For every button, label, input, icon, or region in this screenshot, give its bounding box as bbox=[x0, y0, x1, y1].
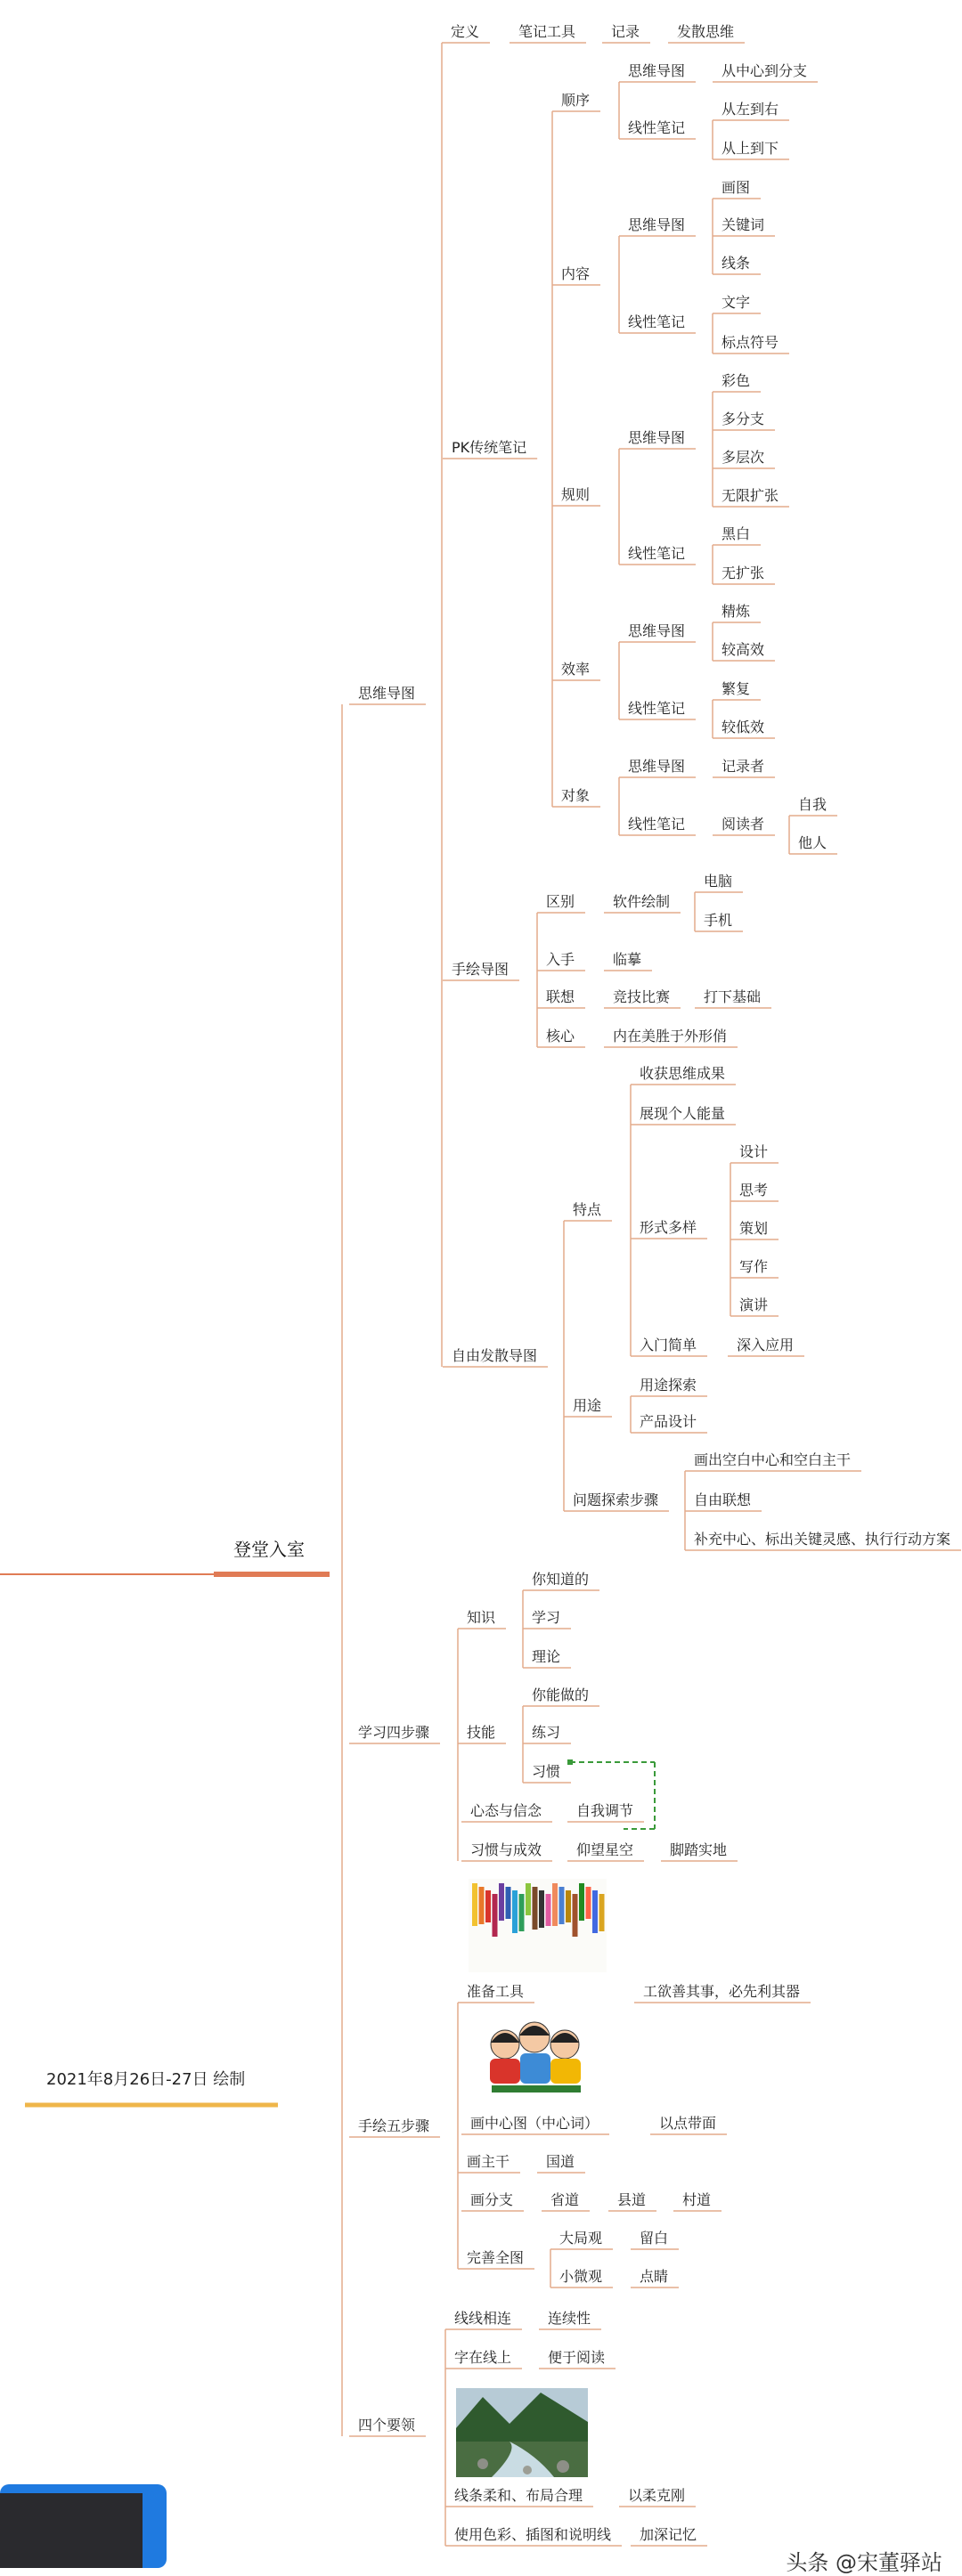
pencil bbox=[519, 1894, 525, 1931]
node-n60: 写作 bbox=[739, 1258, 769, 1275]
pencil bbox=[592, 1890, 598, 1933]
node-n68: 画出空白中心和空白主干 bbox=[694, 1451, 852, 1468]
node-n31: 繁复 bbox=[722, 680, 751, 697]
node-n45: 入手 bbox=[546, 951, 575, 968]
node-n8: 从上到下 bbox=[722, 140, 779, 157]
node-n85: 手绘五步骤 bbox=[358, 2117, 430, 2134]
node-n14: 线性笔记 bbox=[628, 313, 686, 330]
node-n108: 使用色彩、插图和说明线 bbox=[454, 2526, 612, 2543]
node-n75: 理论 bbox=[532, 1648, 561, 1665]
pencil bbox=[566, 1890, 571, 1922]
node-n83: 仰望星空 bbox=[576, 1841, 634, 1858]
node-n49: 打下基础 bbox=[704, 988, 762, 1005]
node-n82: 习惯与成效 bbox=[470, 1841, 542, 1858]
node-n52: 自由发散导图 bbox=[452, 1347, 538, 1364]
color-pencils-illustration bbox=[469, 1879, 607, 1972]
node-n104: 字在线上 bbox=[454, 2349, 512, 2366]
node-n78: 练习 bbox=[532, 1724, 561, 1741]
node-n20: 多分支 bbox=[722, 410, 765, 427]
node-n51: 内在美胜于外形俏 bbox=[613, 1028, 728, 1044]
node-n89: 以点带面 bbox=[659, 2115, 717, 2132]
node-n6: 线性笔记 bbox=[628, 119, 686, 136]
pencil bbox=[472, 1883, 477, 1926]
node-n32: 较低效 bbox=[722, 719, 765, 735]
watermark: 头条 @宋董驿站 bbox=[786, 2550, 942, 2575]
node-n26: 效率 bbox=[561, 661, 591, 678]
node-n98: 留白 bbox=[640, 2230, 669, 2247]
node-n11: 画图 bbox=[722, 179, 751, 196]
node-n16: 标点符号 bbox=[722, 334, 779, 351]
node-n9: 内容 bbox=[561, 265, 591, 282]
node-n10: 思维导图 bbox=[628, 216, 686, 233]
node-n22: 无限扩张 bbox=[722, 487, 779, 504]
node-n63: 深入应用 bbox=[737, 1337, 795, 1353]
node-n100: 点睛 bbox=[640, 2268, 669, 2285]
node-n107: 以柔克刚 bbox=[628, 2487, 686, 2504]
node-n67: 问题探索步骤 bbox=[573, 1491, 659, 1508]
node-n1_2: 笔记工具 bbox=[518, 23, 576, 40]
pencil bbox=[573, 1894, 578, 1937]
node-n64: 用途 bbox=[573, 1397, 602, 1414]
pencil bbox=[539, 1890, 544, 1928]
pencil bbox=[533, 1887, 538, 1930]
node-n2: PK传统笔记 bbox=[452, 439, 527, 456]
node-n35: 记录者 bbox=[722, 758, 765, 775]
node-n72: 知识 bbox=[467, 1609, 496, 1626]
node-n48: 竞技比赛 bbox=[613, 988, 671, 1005]
river-landscape-illustration bbox=[456, 2388, 588, 2477]
cartoon-kids-illustration bbox=[474, 2011, 599, 2100]
node-n86: 准备工具 bbox=[467, 1983, 525, 2000]
node-n29: 较高效 bbox=[722, 641, 765, 658]
node-n4: 思维导图 bbox=[628, 62, 686, 79]
node-n43: 电脑 bbox=[704, 873, 733, 890]
pencil bbox=[586, 1887, 591, 1919]
node-n40: 手绘导图 bbox=[452, 961, 510, 978]
node-n92: 画分支 bbox=[470, 2191, 514, 2208]
node-n96: 完善全图 bbox=[467, 2249, 525, 2266]
bottom-left-image bbox=[0, 2484, 167, 2568]
node-n50: 核心 bbox=[546, 1028, 575, 1044]
node-n39: 他人 bbox=[798, 834, 827, 851]
root-node: 登堂入室 bbox=[233, 1539, 305, 1560]
node-n95: 村道 bbox=[682, 2191, 712, 2208]
node-n109: 加深记忆 bbox=[640, 2526, 697, 2543]
pencil bbox=[526, 1883, 531, 1915]
node-n81: 自我调节 bbox=[576, 1802, 634, 1819]
node-n99: 小微观 bbox=[559, 2268, 603, 2285]
node-n1: 思维导图 bbox=[358, 685, 416, 702]
node-n54: 收获思维成果 bbox=[640, 1065, 726, 1082]
node-n37: 阅读者 bbox=[722, 816, 765, 833]
node-n1_1: 定义 bbox=[451, 23, 480, 40]
node-n106: 线条柔和、布局合理 bbox=[454, 2487, 583, 2504]
node-n19: 彩色 bbox=[722, 372, 751, 389]
node-n66: 产品设计 bbox=[640, 1413, 697, 1430]
node-n59: 策划 bbox=[739, 1220, 769, 1237]
pencil bbox=[493, 1894, 498, 1937]
node-n76: 技能 bbox=[467, 1724, 496, 1741]
node-n58: 思考 bbox=[739, 1182, 769, 1199]
node-n74: 学习 bbox=[532, 1609, 561, 1626]
pencil bbox=[479, 1887, 485, 1924]
node-n53: 特点 bbox=[573, 1201, 602, 1218]
node-n28: 精炼 bbox=[722, 603, 751, 620]
node-n55: 展现个人能量 bbox=[640, 1105, 726, 1122]
node-n94: 县道 bbox=[617, 2191, 647, 2208]
node-n17: 规则 bbox=[561, 486, 591, 503]
pencil bbox=[579, 1883, 584, 1921]
node-n105: 便于阅读 bbox=[548, 2349, 606, 2366]
node-n5: 从中心到分支 bbox=[722, 62, 808, 79]
node-n88: 画中心图（中心词） bbox=[470, 2115, 599, 2132]
pencil bbox=[506, 1887, 511, 1919]
node-n70: 补充中心、标出关键灵感、执行行动方案 bbox=[694, 1531, 951, 1548]
link-start-marker bbox=[567, 1759, 573, 1765]
pencil bbox=[559, 1887, 565, 1924]
node-n57: 设计 bbox=[739, 1143, 769, 1160]
node-n21: 多层次 bbox=[722, 449, 765, 466]
node-n33: 对象 bbox=[561, 787, 591, 804]
node-n18: 思维导图 bbox=[628, 429, 686, 446]
node-n7: 从左到右 bbox=[722, 101, 779, 118]
pencil bbox=[552, 1883, 558, 1926]
node-n103: 连续性 bbox=[548, 2310, 591, 2327]
node-n101: 四个要领 bbox=[358, 2417, 416, 2434]
node-n30: 线性笔记 bbox=[628, 700, 686, 717]
node-n77: 你能做的 bbox=[532, 1686, 590, 1703]
pencil bbox=[599, 1894, 605, 1931]
node-n27: 思维导图 bbox=[628, 622, 686, 639]
pencil bbox=[512, 1890, 518, 1933]
node-n42: 软件绘制 bbox=[613, 893, 671, 910]
node-n79: 习惯 bbox=[532, 1763, 561, 1780]
node-n36: 线性笔记 bbox=[628, 816, 686, 833]
node-n71: 学习四步骤 bbox=[358, 1724, 430, 1741]
node-n12: 关键词 bbox=[722, 216, 765, 233]
node-n1_3: 记录 bbox=[611, 23, 640, 40]
node-n84: 脚踏实地 bbox=[670, 1841, 728, 1858]
pencil bbox=[546, 1894, 551, 1926]
node-n91: 国道 bbox=[546, 2153, 575, 2170]
node-n3: 顺序 bbox=[561, 92, 591, 109]
node-n24: 黑白 bbox=[722, 525, 751, 542]
pencil bbox=[499, 1883, 504, 1921]
node-n93: 省道 bbox=[550, 2191, 580, 2208]
node-n44: 手机 bbox=[704, 912, 733, 929]
node-n41: 区别 bbox=[546, 893, 575, 910]
node-n97: 大局观 bbox=[559, 2230, 603, 2247]
node-n62: 入门简单 bbox=[640, 1337, 697, 1353]
node-n73: 你知道的 bbox=[532, 1571, 590, 1588]
pencil bbox=[485, 1890, 491, 1922]
node-n1_4: 发散思维 bbox=[677, 23, 735, 40]
node-n23: 线性笔记 bbox=[628, 545, 686, 562]
node-n102: 线线相连 bbox=[454, 2310, 512, 2327]
node-n90: 画主干 bbox=[467, 2153, 510, 2170]
node-n13: 线条 bbox=[722, 255, 751, 272]
node-n25: 无扩张 bbox=[722, 565, 765, 581]
node-n69: 自由联想 bbox=[694, 1491, 752, 1508]
node-n46: 临摹 bbox=[613, 951, 642, 968]
date-note: 2021年8月26日-27日 绘制 bbox=[46, 2070, 246, 2089]
node-n38: 自我 bbox=[798, 796, 827, 813]
node-n47: 联想 bbox=[546, 988, 575, 1005]
node-n15: 文字 bbox=[722, 294, 751, 311]
node-n65: 用途探索 bbox=[640, 1377, 697, 1394]
node-n56: 形式多样 bbox=[640, 1219, 697, 1236]
node-n34: 思维导图 bbox=[628, 758, 686, 775]
node-n80: 心态与信念 bbox=[470, 1802, 542, 1819]
node-n87: 工欲善其事，必先利其器 bbox=[643, 1983, 801, 2000]
node-n61: 演讲 bbox=[739, 1296, 769, 1313]
